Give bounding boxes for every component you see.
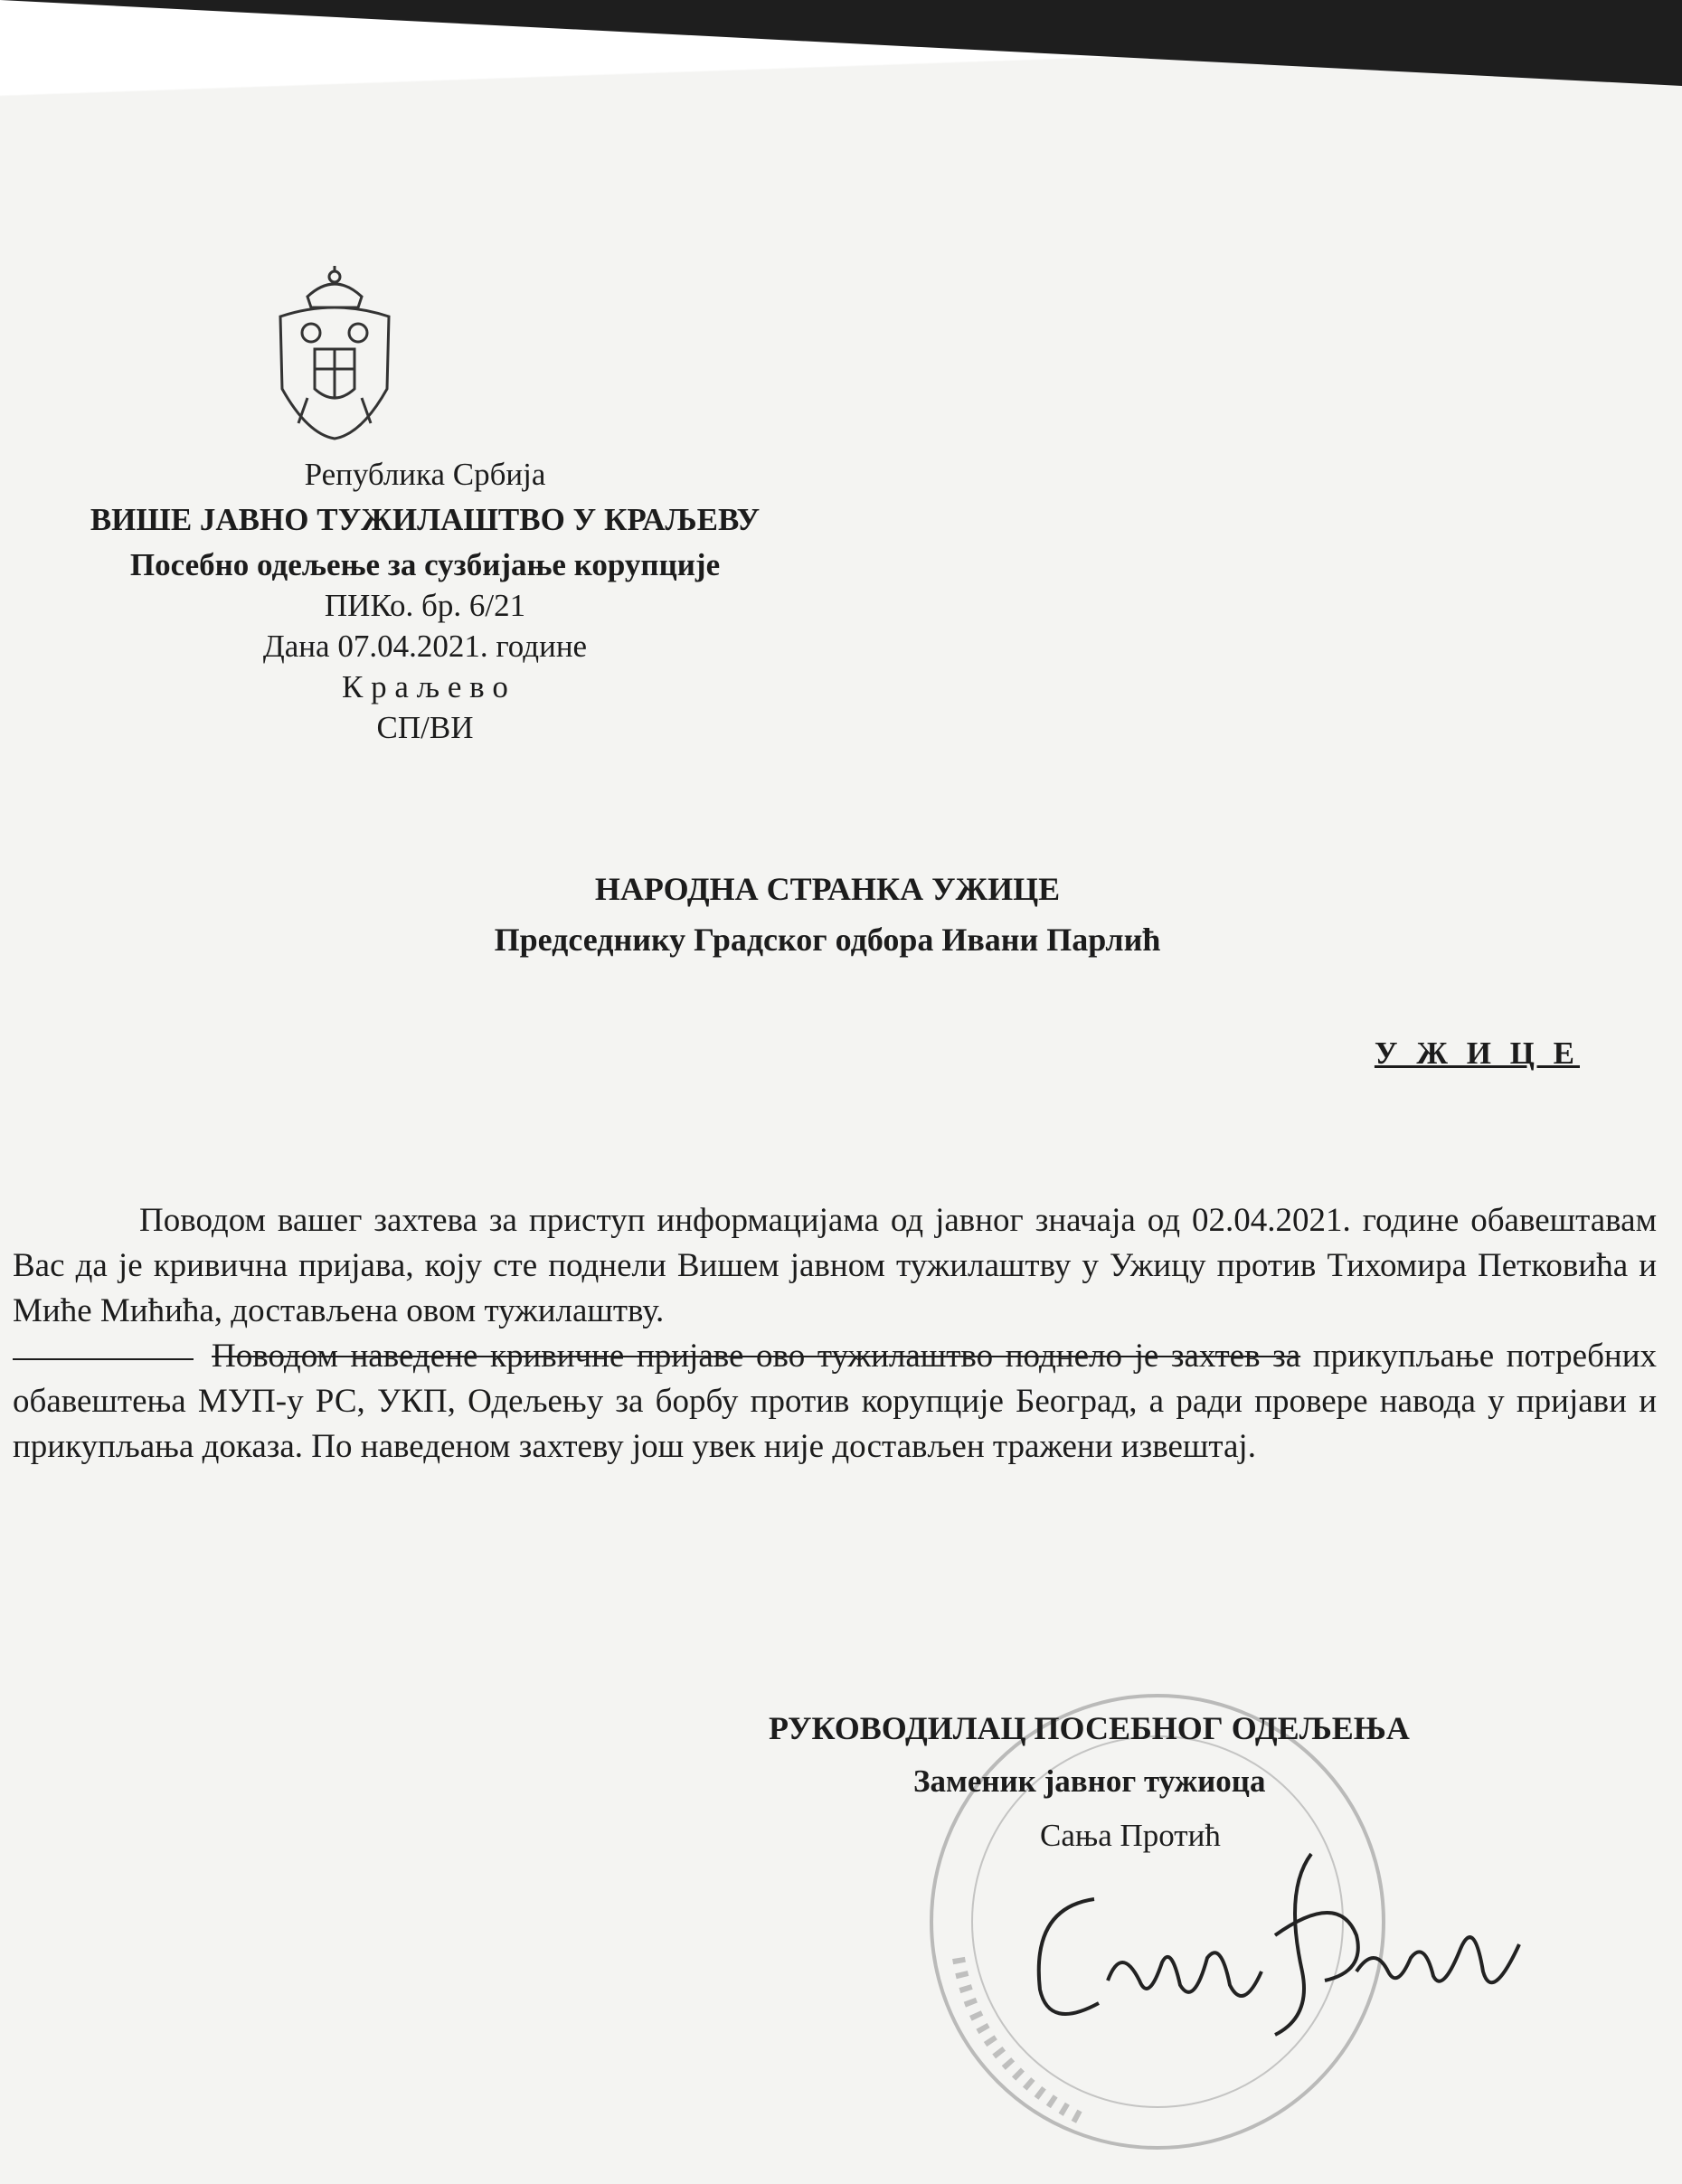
recipient-addressee: Председнику Градског одбора Ивани Парлић bbox=[494, 922, 1161, 958]
body-paragraph-2-rest: прикупљање потребних обавештења МУП-у РС, УКП, Одељењу за борбу против корупције Београд, а ради провере навода у пријави и прикупљања доказа. По наведеном захтеву још увек није достављен тражени извештај. bbox=[13, 1338, 1657, 1465]
coat-of-arms-icon bbox=[271, 262, 398, 443]
signature-title: РУКОВОДИЛАЦ ПОСЕБНОГ ОДЕЉЕЊА bbox=[769, 1710, 1410, 1746]
strike-rule bbox=[13, 1358, 194, 1360]
signature-name: Сања Протић bbox=[1040, 1818, 1221, 1853]
department-name: Посебно одељење за сузбијање корупције bbox=[129, 547, 721, 582]
reference-initials: СП/ВИ bbox=[376, 710, 474, 745]
letter-body bbox=[13, 1198, 1657, 1470]
struck-text: Поводом наведене кривичне пријаве ово тужилаштво поднело је захтев за bbox=[212, 1338, 1301, 1375]
recipient-organization: НАРОДНА СТРАНКА УЖИЦЕ bbox=[594, 871, 1061, 907]
country-name: Република Србија bbox=[304, 457, 546, 492]
document-date: Дана 07.04.2021. године bbox=[262, 629, 588, 664]
handwritten-signature-icon bbox=[1013, 1836, 1537, 2053]
office-name: ВИШЕ ЈАВНО ТУЖИЛАШТВО У КРАЉЕВУ bbox=[90, 502, 761, 537]
body-paragraph-1: Поводом вашег захтева за приступ информацијама од јавног значаја од 02.04.2021. године обавештавам Вас да је кривична пријава, коју сте поднели Вишем јавном тужилаштву у Ужицу против Тихомира Петковића и Миће Мићића, достављена овом тужилаштву. bbox=[13, 1202, 1657, 1329]
background-corner bbox=[0, 0, 1682, 86]
issuing-city: К р а љ е в о bbox=[342, 669, 508, 704]
case-number: ПИКо. бр. 6/21 bbox=[324, 588, 526, 623]
signature-role: Заменик јавног тужиоца bbox=[913, 1763, 1266, 1799]
body-paragraph-2 bbox=[13, 1334, 1657, 1470]
recipient-city: У Ж И Ц Е bbox=[1374, 1035, 1580, 1071]
